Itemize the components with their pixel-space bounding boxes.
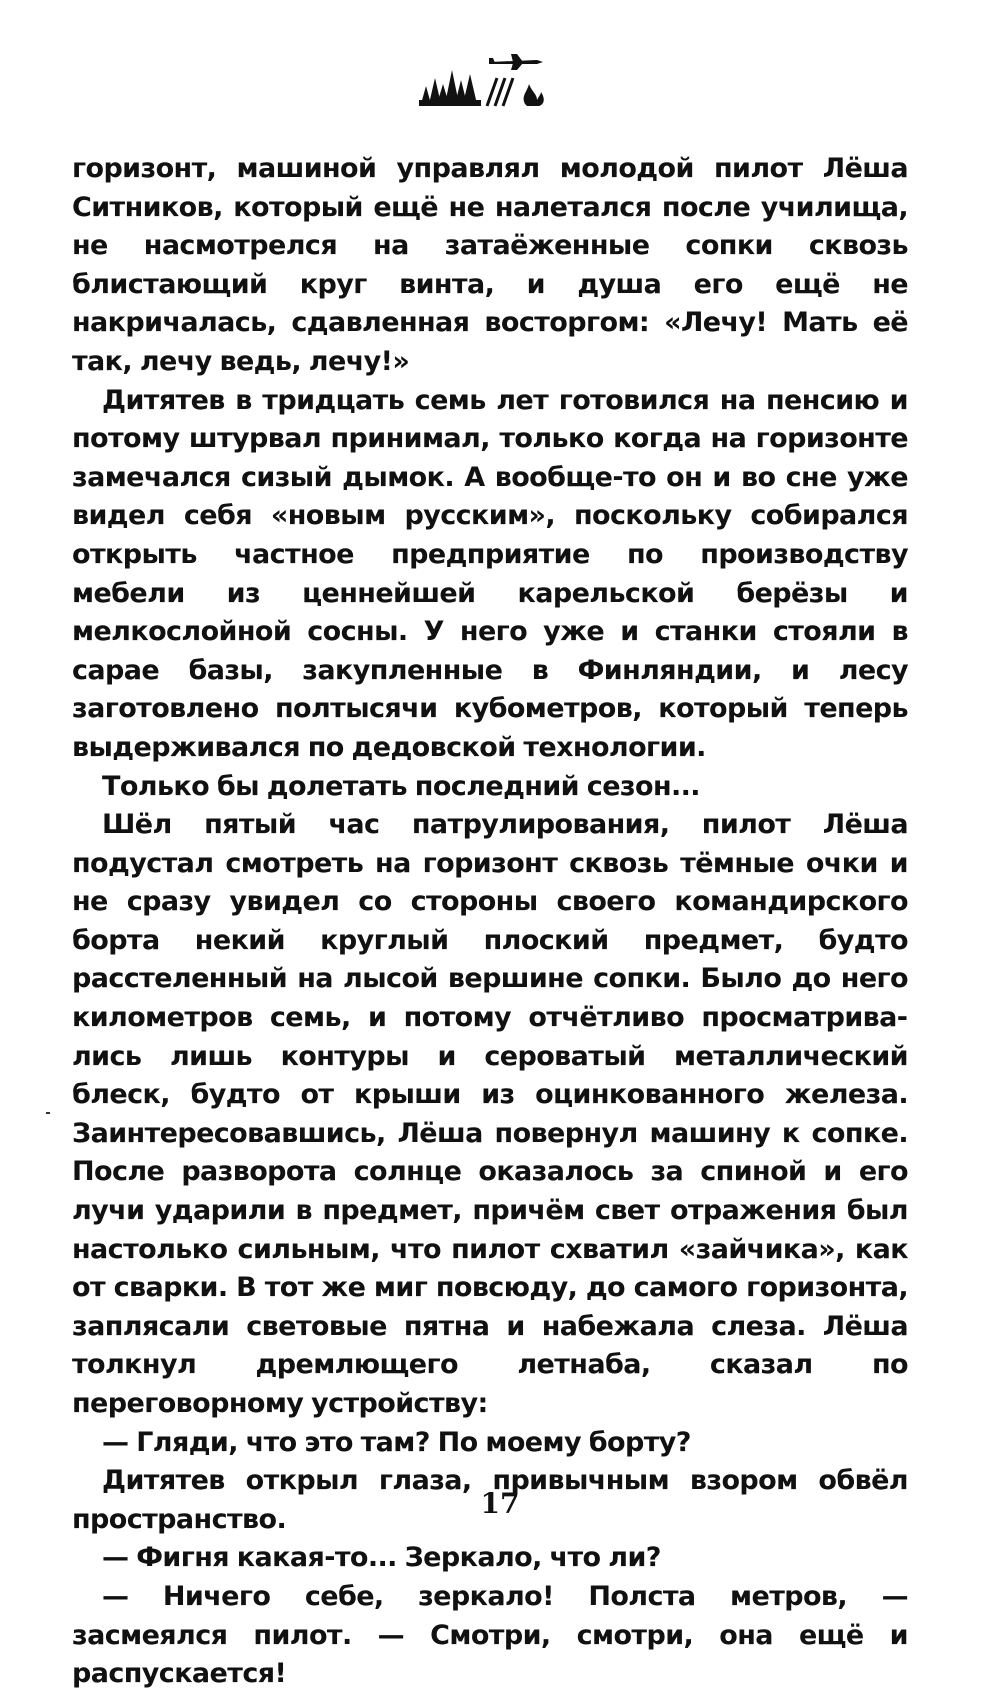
paragraph: Дитятев в тридцать семь лет готовился на пенсию и потому штурвал принимал, только когда на горизонте замечался сизый дымок. А вообще-то он и во сне уже видел себя «новым русским», поскольку собирался открыть частное предприятие по производству мебели из ценнейшей карельской берёзы и мелкослойной сосны. У него уже и станки стояли в сарае базы, закупленные в Финляндии, и лесу заготовлено полтысячи кубометров, который теперь выдерживался по дедовской технологии. <box>72 384 908 763</box>
dialogue-line: — Гляди, что это там? По моему борту? <box>102 1426 691 1458</box>
page-number: 17 <box>480 1487 520 1520</box>
dialogue-line: — Фигня какая-то... Зеркало, что ли? <box>102 1542 661 1574</box>
margin-mark <box>46 1112 50 1114</box>
paragraph: Дитятев открыл глаза, привычным взором обвёл пространство. <box>72 1465 908 1535</box>
paragraph: Только бы долетать последний сезон... <box>102 770 700 802</box>
paragraph: горизонт, машиной управлял молодой пилот Лёша Ситников, который ещё не налетался после училища, не насмотрелся на затаёженные сопки сквозь блистающий круг винта, и душа его ещё не накричалась, сдавленная восторгом: «Лечу! Мать её так, лечу ведь, лечу!» <box>72 153 908 377</box>
paragraph: Шёл пятый час патрулирования, пилот Лёша подустал смотреть на горизонт сквозь тёмные очки и не сразу увидел со стороны своего командирского борта некий круглый плоский предмет, будто расстеленный на лысой вершине сопки. Было до него километров семь, и потому отчётливо просматривались лишь контуры и сероватый металлический блеск, будто от крыши из оцинкованного железа. Заинтересовавшись, Лёша повернул машину к сопке. После разворота солнце оказалось за спиной и его лучи ударили в предмет, причём свет отражения был настолько сильным, что пилот схватил «зайчика», как от сварки. В тот же миг повсюду, до самого горизонта, заплясали световые пятна и набежала слеза. Лёша толкнул дремлющего летнаба, сказал по переговорному устройству: <box>72 809 908 1419</box>
forest-plane-ornament-icon <box>415 48 555 112</box>
dialogue-line: — Ничего себе, зеркало! Полста метров, — засмеялся пилот. — Смотри, смотри, она ещё и распускается! <box>72 1580 908 1690</box>
body-text <box>72 150 908 1694</box>
